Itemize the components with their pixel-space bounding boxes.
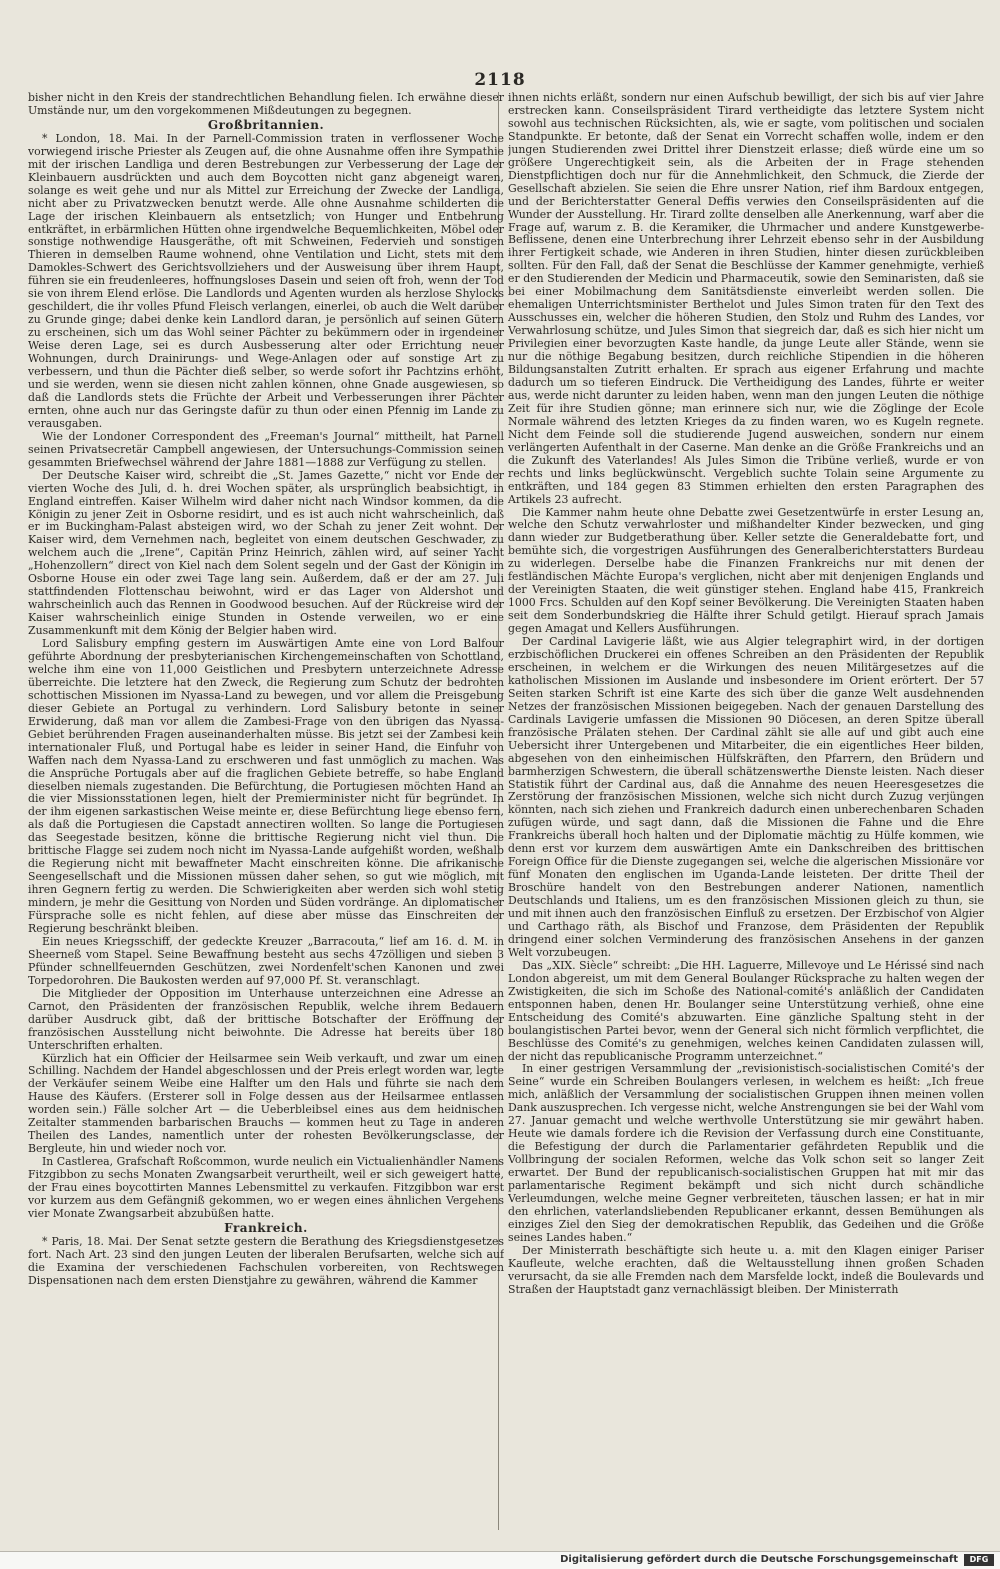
right-column [508, 92, 984, 1532]
paragraph: Der Ministerrath beschäftigte sich heute u. a. mit den Klagen einiger Pariser Kaufleute, welche erachten, daß die Weltausstellung ihnen großen Schaden verursacht, da sie alle Fremden nach dem Marsfelde lockt, indeß die Boulevards und Straßen der Hauptstadt ganz vernachlässigt bleiben. Der Ministerrath [508, 1243, 984, 1296]
section-heading-great-britain: Großbritannien. [207, 117, 325, 132]
paragraph: Kürzlich hat ein Officier der Heilsarmee sein Weib verkauft, und zwar um einen Schilling. Nachdem der Handel abgeschlossen und der Preis erlegt worden war, legte der Verkäufer seinem Weibe eine Halfter um den Hals und führte sie nach dem Hause des Käufers. (Ersterer soll in Folge dessen aus der Heilsarmee entlassen worden sein.) Fälle solcher Art — die Ueberbleibsel eines aus dem heidnischen Zeitalter stammenden barbarischen Brauchs — kommen heut zu Tage in anderen Theilen des Landes, namentlich unter der rohesten Bevölkerungsclasse, der Bergleute, hin und wieder noch vor. [28, 1051, 504, 1156]
paragraph: Der Cardinal Lavigerie läßt, wie aus Algier telegraphirt wird, in der dortigen erzbischöflichen Druckerei ein offenes Schreiben an den Präsidenten der Republik erscheinen, in welchem er die Wirkungen des neuen Militärgesetzes auf die katholischen Missionen im Auslande und insbesondere im Orient erörtert. Der 57 Seiten starken Schrift ist eine Karte des sich über die ganze Welt ausdehnenden Netzes der französischen Missionen beigegeben. Nach der genauen Darstellung des Cardinals Lavigerie umfassen die Missionen 90 Diöcesen, an deren Spitze überall französische Prälaten stehen. Der Cardinal zählt sie alle auf und gibt auch eine Uebersicht ihrer Untergebenen und Mitarbeiter, die ein eigentliches Heer bilden, abgesehen von den einheimischen Hülfskräften, den Pfarrern, den Brüdern und barmherzigen Schwestern, die überall schätzenswerthe Dienste leisten. Nach dieser Statistik führt der Cardinal aus, daß die Annahme des neuen Heeresgesetzes die Zerstörung der französischen Missionen, welche sich nicht durch Zuzug verjüngen könnten, nach sich ziehen und Frankreich dadurch einen unberechenbaren Schaden zufügen würde, und sagt dann, daß die Missionen die Fahne und die Ehre Frankreichs überall hoch halten und der Diplomatie mächtig zu Hülfe kommen, wie denn erst vor kurzem dem auswärtigen Amte ein Dankschreiben des brittischen Foreign Office für die Dienste zugegangen sei, welche die algerischen Missionäre vor fünf Monaten den englischen im Uganda-Lande leisteten. Der dritte Theil der Broschüre handelt von den Bestrebungen anderer Nationen, namentlich Deutschlands und Italiens, um es den französischen Missionen gleich zu thun, sie und mit ihnen auch den französischen Einfluß zu ersetzen. Der Erzbischof von Algier und Carthago räth, als Bischof und Franzose, dem Präsidenten der Republik dringend einer solchen Verminderung des französischen Ansehens in der ganzen Welt vorzubeugen. [508, 635, 984, 959]
left-column [28, 92, 504, 1532]
dfg-logo[interactable]: DFG [964, 1554, 994, 1566]
paragraph: Ein neues Kriegsschiff, der gedeckte Kreuzer „Barracouta,“ lief am 16. d. M. in Sheerneß vom Stapel. Seine Bewaffnung besteht aus sechs 47zölligen und sieben 3 Pfünder schnellfeuernden Geschützen, zwei Nordenfelt'schen Kanonen und zwei Torpedorohren. Die Baukosten werden auf 97,000 Pf. St. veranschlagt. [28, 934, 504, 987]
footer-bar [0, 1551, 1000, 1569]
paragraph: * London, 18. Mai. In der Parnell-Commission traten in verflossener Woche vorwiegend irische Priester als Zeugen auf, die ohne Ausnahme offen ihre Sympathie mit der irischen Landliga und deren Bestrebungen zur Verbesserung der Lage der Kleinbauern ausdrückten und auch dem Boycotten nicht ganz abgeneigt waren, solange es weit gehe und nur als Mittel zur Erreichung der Zwecke der Landliga, nicht aber zu Privatzwecken benutzt werde. Alle ohne Ausnahme schilderten die Lage der irischen Kleinbauern als entsetzlich; von Hunger und Entbehrung entkräftet, in erbärmlichen Hütten ohne irgendwelche Bequemlichkeiten, Möbel oder sonstige nothwendige Hausgeräthe, oft mit Schweinen, Federvieh und sonstigen Thieren in demselben Raume wohnend, ohne Ventilation und Licht, stets mit dem Damokles-Schwert des Gerichtsvollziehers und der Ausweisung über ihrem Haupt, führen sie ein freudenleeres, hoffnungsloses Dasein und seien oft froh, wenn der Tod sie von ihrem Elend erlöse. Die Landlords und Agenten wurden als herzlose Shylocks geschildert, die ihr volles Pfund Fleisch verlangen, einerlei, ob auch die Welt darüber zu Grunde ginge; dabei denke kein Landlord daran, je persönlich auf seinen Gütern zu erscheinen, sich um das Wohl seiner Pächter zu bekümmern oder in irgendeiner Weise deren Lage, sei es durch Ausbesserung alter oder Errichtung neuer Wohnungen, durch Drainirungs- und Wege-Anlagen oder auf sonstige Art zu verbessern, und thun die Pächter dieß selber, so werde sofort ihr Pachtzins erhöht, und sie werden, wenn sie diesen nicht zahlen können, ohne Gnade ausgewiesen, so daß die Landlords stets die Früchte der Arbeit und Verbesserungen ihrer Pächter ernten, ohne auch nur das Geringste dafür zu thun oder einen Pfennig im Lande zu verausgaben. [28, 131, 504, 430]
paragraph: In Castlerea, Grafschaft Roßcommon, wurde neulich ein Victualienhändler Namens Fitzgibbon zu sechs Monaten Zwangsarbeit verurtheilt, weil er sich geweigert hatte, der Frau eines boycottirten Mannes Lebensmittel zu verkaufen. Fitzgibbon war erst vor kurzem aus dem Gefängniß gekommen, wo er wegen eines ähnlichen Vergehens vier Monate Zwangsarbeit abzubüßen hatte. [28, 1155, 504, 1220]
section-heading-france: Frankreich. [224, 1220, 308, 1235]
page-number: 2118 [474, 70, 526, 90]
paragraph: * Paris, 18. Mai. Der Senat setzte gestern die Berathung des Kriegsdienstgesetzes fort. Nach Art. 23 sind den jungen Leuten der liberalen Berufsarten, welche sich auf die Examina der verschiedenen Fachschulen vorbereiten, von Rechtswegen Dispensationen nach dem ersten Dienstjahre zu gewähren, während die Kammer [28, 1234, 504, 1287]
paragraph: Die Kammer nahm heute ohne Debatte zwei Gesetzentwürfe in erster Lesung an, welche den Schutz verwahrloster und mißhandelter Kinder bezwecken, und ging dann wieder zur Budgetberathung über. Keller setzte die Generaldebatte fort, und bemühte sich, die vorgestrigen Ausführungen des Generalberichterstatters Burdeau zu widerlegen. Derselbe habe die Finanzen Frankreichs nur mit denen der festländischen Mächte Europa's verglichen, nicht aber mit denjenigen Englands und der Vereinigten Staaten, die weit günstiger stehen. England habe 415, Frankreich 1000 Frcs. Schulden auf den Kopf seiner Bevölkerung. Die Vereinigten Staaten haben seit dem Sonderbundskrieg die Hälfte ihrer Schuld getilgt. Hierauf sprach Jamais gegen Amagat und Kellers Ausführungen. [508, 505, 984, 636]
paragraph: Lord Salisbury empfing gestern im Auswärtigen Amte eine von Lord Balfour geführte Abordnung der presbyterianischen Kirchengemeinschaften von Schottland, welche ihm eine von 11,000 Geistlichen und Presbytern unterzeichnete Adresse überreichte. Die letztere hat den Zweck, die Regierung zum Schutz der bedrohten schottischen Missionen im Nyassa-Land zu bewegen, und vor allem die Preisgebung dieser Gebiete an Portugal zu verhindern. Lord Salisbury betonte in seiner Erwiderung, daß man vor allem die Zambesi-Frage von den übrigen das Nyassa-Gebiet berührenden Fragen auseinanderhalten müsse. Bis jetzt sei der Zambesi kein internationaler Fluß, und Portugal habe es leider in seiner Hand, die Einfuhr von Waffen nach dem Nyassa-Land zu erschweren und fast unmöglich zu machen. Was die Ansprüche Portugals aber auf die fraglichen Gebiete betreffe, so habe England dieselben niemals zugestanden. Die Befürchtung, die Portugiesen möchten Hand an die vier Missionsstationen legen, hielt der Premierminister nicht für begründet. In der ihm eigenen sarkastischen Weise meinte er, diese Befürchtung liege ebenso fern, als daß die Portugiesen die Capstadt annectiren wollten. So lange die Portugiesen das Seegestade besitzen, könne die brittische Regierung nicht viel thun. Die brittische Flagge sei zudem noch nicht im Nyassa-Lande aufgehißt worden, weßhalb die Regierung nicht mit bewaffneter Macht einschreiten könne. Die afrikanische Seengesellschaft und die Missionen müssen daher sehen, so gut wie möglich, mit ihren Gegnern fertig zu werden. Die Schwierigkeiten aber werden sich wohl stetig mindern, je mehr die Gesittung von Norden und Süden vordränge. An diplomatischer Fürsprache solle es nicht fehlen, auf diese aber müsse das Einschreiten der Regierung beschränkt bleiben. [28, 637, 504, 935]
paragraph: Das „XIX. Siècle“ schreibt: „Die HH. Laguerre, Millevoye und Le Hérissé sind nach London abgereist, um mit dem General Boulanger Rücksprache zu halten wegen der Zwistigkeiten, die sich im Schoße des National-comité's anläßlich der Candidaten entsponnen haben, denen Hr. Boulanger seine Unterstützung verhieß, ohne eine Entscheidung des Comité's abzuwarten. Eine gänzliche Spaltung steht in der boulangistischen Partei bevor, wenn der General sich nicht förmlich verpflichtet, die Beschlüsse des Comité's zu genehmigen, welches keinen Candidaten zulassen will, der nicht das republicanische Programm unterzeichnet.“ [508, 958, 984, 1063]
paragraph: Der Deutsche Kaiser wird, schreibt die „St. James Gazette,“ nicht vor Ende der vierten Woche des Juli, d. h. drei Wochen später, als ursprünglich beabsichtigt, in England eintreffen. Kaiser Wilhelm wird daher nicht nach Windsor kommen, da die Königin zu jener Zeit in Osborne residirt, und es ist auch nicht wahrscheinlich, daß er im Buckingham-Palast absteigen wird, wo der Schah zu jener Zeit wohnt. Der Kaiser wird, dem Vernehmen nach, begleitet von einem deutschen Geschwader, zu welchem auch die „Irene“, Capitän Prinz Heinrich, zählen wird, auf seiner Yacht „Hohenzollern“ direct von Kiel nach dem Solent segeln und der Gast der Königin im Osborne House ein oder zwei Tage lang sein. Außerdem, daß er der am 27. Juli stattfindenden Flottenschau beiwohnt, wird er das Lager von Aldershot und wahrscheinlich auch das Rennen in Goodwood besuchen. Auf der Rückreise wird der Kaiser wahrscheinlich einige Stunden in Ostende verweilen, wo er eine Zusammenkunft mit dem König der Belgier haben wird. [28, 468, 504, 638]
paragraph: In einer gestrigen Versammlung der „revisionistisch-socialistischen Comité's der Seine“ wurde ein Schreiben Boulangers verlesen, in welchem es heißt: „Ich freue mich, anläßlich der Versammlung der socialistischen Gruppen ihnen meinen vollen Dank auszusprechen. Ich vergesse nicht, welche Anstrengungen sie bei der Wahl vom 27. Januar gemacht und welche werthvolle Unterstützung sie mir gewährt haben. Heute wie damals fordere ich die Revision der Verfassung durch eine Constituante, die Befestigung der durch die Parlamentarier gefährdeten Republik und die Vollbringung der socialen Reformen, welche das Volk schon seit so langer Zeit erwartet. Der Bund der republicanisch-socialistischen Gruppen hat mit mir das parlamentarische Regiment bekämpft und sich nicht durch schändliche Verleumdungen, welche meine Gegner verbreiteten, täuschen lassen; er hat in mir den ehrlichen, vaterlandsliebenden Republicaner erkannt, dessen Bemühungen als einziges Ziel den Sieg der demokratischen Republik, das Gedeihen und die Größe seines Landes haben.“ [508, 1062, 984, 1244]
paragraph: Wie der Londoner Correspondent des „Freeman's Journal“ mittheilt, hat Parnell seinen Privatsecretär Campbell angewiesen, der Untersuchungs-Commission seinen gesammten Briefwechsel während der Jahre 1881—1888 zur Verfügung zu stellen. [28, 429, 504, 469]
footer-text: Digitalisierung gefördert durch die Deutsche Forschungsgemeinschaft [560, 1554, 958, 1565]
paragraph: ihnen nichts erläßt, sondern nur einen Aufschub bewilligt, der sich bis auf vier Jahre erstrecken kann. Conseilspräsident Tirard vertheidigte das letztere System nicht sowohl aus technischen Rücksichten, als, wie er sagte, vom politischen und socialen Standpunkte. Er betonte, daß der Senat ein Vorrecht schaffen wolle, indem er den jungen Studierenden zwei Drittel ihrer Dienstzeit erlasse; dieß würde eine um so größere Ungerechtigkeit sein, als die Arbeiten der in Frage stehenden Dienstpflichtigen doch nur für die Annehmlichkeit, den Schmuck, die Zierde der Gesellschaft abzielen. Sie seien die Ehre unsrer Nation, rief ihm Bardoux entgegen, und der Berichterstatter General Deffis verwies den Conseilspräsidenten auf die Wunder der Ausstellung. Hr. Tirard zollte denselben alle Anerkennung, warf aber die Frage auf, warum z. B. die Keramiker, die Uhrmacher und andere Kunstgewerbe-Beflissene, denen eine Unterbrechung ihrer Lehrzeit ebenso sehr in der Ausbildung ihrer Fertigkeit schade, wie Anderen in ihren Studien, hinter diesen zurückbleiben sollten. Für den Fall, daß der Senat die Beschlüsse der Kammer genehmigte, verhieß er den Studierenden der Medicin und Pharmaceutik, sowie den Seminaristen, daß sie bei einer Mobilmachung dem Sanitätsdienste einverleibt werden sollen. Die ehemaligen Unterrichtsminister Berthelot und Jules Simon traten für den Text des Ausschusses ein, welcher die höheren Studien, den Stolz und Ruhm des Landes, vor Verwahrlosung schütze, und Jules Simon that siegreich dar, daß es sich hier nicht um Privilegien einer bevorzugten Kaste handle, da junge Leute aller Stände, wenn sie nur die nöthige Begabung besitzen, durch reichliche Stipendien in die höheren Bildungsanstalten Zutritt erhalten. Er sprach aus eigener Erfahrung und machte dadurch um so tieferen Eindruck. Die Vertheidigung des Landes, führte er weiter aus, werde nicht darunter zu leiden haben, wenn man den jungen Leuten die nöthige Zeit für ihre Studien gönne; man erinnere sich nur, wie die Zöglinge der Ecole Normale während des letzten Krieges da zu finden waren, wo es Kugeln regnete. Nicht dem Feinde soll die studierende Jugend ausweichen, sondern nur einem verlängerten Aufenthalt in der Caserne. Man denke an die Größe Frankreichs und an die Zukunft des Vaterlandes! Als Jules Simon die Tribüne verließ, wurde er von rechts und links beglückwünscht. Vergeblich suchte Tolain seine Argumente zu entkräften, und 184 gegen 83 Stimmen erhielten den ersten Paragraphen des Artikels 23 aufrecht. [508, 92, 984, 506]
paragraph: bisher nicht in den Kreis der standrechtlichen Behandlung fielen. Ich erwähne dieser Umstände nur, um den vorgekommenen Mißdeutungen zu begegnen. [28, 92, 504, 117]
paragraph: Die Mitglieder der Opposition im Unterhause unterzeichnen eine Adresse an Carnot, den Präsidenten der französischen Republik, welche ihrem Bedauern darüber Ausdruck gibt, daß der brittische Botschafter der Eröffnung der französischen Ausstellung nicht beiwohnte. Die Adresse hat bereits über 180 Unterschriften erhalten. [28, 986, 504, 1052]
